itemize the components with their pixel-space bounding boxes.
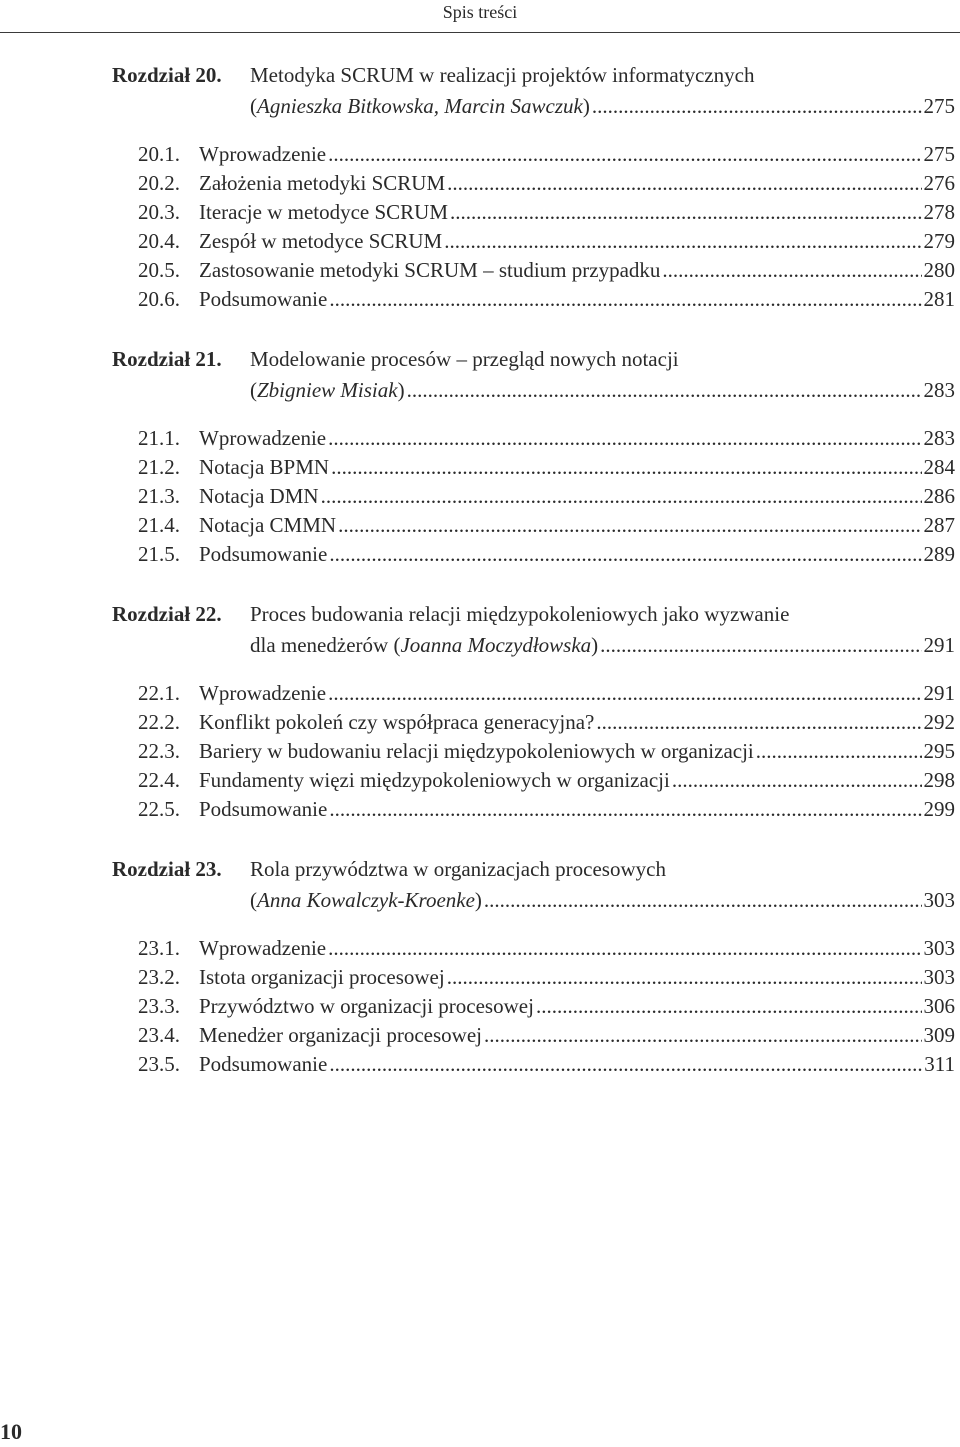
section-number: 22.3. [138, 739, 180, 763]
toc-section-entry [112, 679, 955, 708]
section-title: Podsumowanie [199, 287, 328, 311]
dot-leader [329, 795, 921, 824]
header-rule [0, 32, 960, 33]
dot-leader [484, 885, 922, 916]
section-number: 20.6. [138, 287, 180, 311]
chapter-title-continuation: dla menedżerów [250, 633, 394, 657]
section-number: 21.3. [138, 484, 180, 508]
section-number: 22.2. [138, 710, 180, 734]
toc-section-entry [112, 256, 955, 285]
toc-section-entry [112, 482, 955, 511]
section-title: Założenia metodyki SCRUM [199, 171, 446, 195]
dot-leader [450, 198, 921, 227]
section-title: Podsumowanie [199, 797, 328, 821]
dot-leader [329, 1050, 922, 1079]
dot-leader [536, 992, 922, 1021]
toc-chapter [112, 599, 955, 824]
toc-section-entry [112, 140, 955, 169]
section-page-number: 292 [923, 710, 955, 734]
section-page-number: 295 [923, 739, 955, 763]
dot-leader [662, 256, 921, 285]
dot-leader [672, 766, 922, 795]
section-title: Przywództwo w organizacji procesowej [199, 994, 534, 1018]
section-title: Bariery w budowaniu relacji międzypokoleniowych w organizacji [199, 739, 754, 763]
section-title: Fundamenty więzi międzypokoleniowych w organizacji [199, 768, 670, 792]
toc-section-entry [112, 708, 955, 737]
section-page-number: 298 [923, 768, 955, 792]
chapter-title: Metodyka SCRUM w realizacji projektów informatycznych [250, 63, 755, 87]
chapter-author: Joanna Moczydłowska [400, 633, 592, 657]
section-page-number: 299 [923, 797, 955, 821]
chapter-page-number: 291 [923, 633, 955, 657]
chapter-heading-line [112, 344, 955, 375]
section-title: Notacja BPMN [199, 455, 330, 479]
chapter-label: Rozdział 21. [112, 347, 222, 371]
chapter-author: Zbigniew Misiak [257, 378, 398, 402]
section-number: 20.3. [138, 200, 180, 224]
chapter-heading-line [112, 854, 955, 885]
section-page-number: 275 [923, 142, 955, 166]
section-number: 20.1. [138, 142, 180, 166]
section-list [112, 140, 955, 314]
section-list [112, 424, 955, 569]
section-number: 22.4. [138, 768, 180, 792]
section-number: 21.4. [138, 513, 180, 537]
dot-leader [600, 630, 921, 661]
chapter-author: Agnieszka Bitkowska, Marcin Sawczuk [257, 94, 583, 118]
section-title: Podsumowanie [199, 1052, 328, 1076]
section-list [112, 934, 955, 1079]
chapter-title: Modelowanie procesów – przegląd nowych notacji [250, 347, 679, 371]
section-number: 22.1. [138, 681, 180, 705]
dot-leader [328, 424, 921, 453]
dot-leader [447, 963, 922, 992]
section-title: Konflikt pokoleń czy współpraca generacyjna? [199, 710, 595, 734]
running-header-title: Spis treści [442, 2, 518, 22]
section-title: Wprowadzenie [199, 936, 327, 960]
section-page-number: 291 [923, 681, 955, 705]
chapter-heading-line [112, 599, 955, 630]
section-page-number: 278 [923, 200, 955, 224]
chapter-author-block: dla menedżerów (Joanna Moczydłowska) [250, 633, 599, 657]
chapter-page-number: 303 [923, 888, 955, 912]
section-page-number: 286 [923, 484, 955, 508]
section-page-number: 303 [923, 965, 955, 989]
toc-section-entry [112, 963, 955, 992]
section-title: Notacja CMMN [199, 513, 337, 537]
toc-section-entry [112, 540, 955, 569]
chapter-author-block: (Zbigniew Misiak) [250, 378, 405, 402]
section-list [112, 679, 955, 824]
section-page-number: 280 [923, 258, 955, 282]
chapter-author-line [112, 91, 955, 122]
section-title: Wprowadzenie [199, 681, 327, 705]
toc-section-entry [112, 766, 955, 795]
chapter-author-line [112, 885, 955, 916]
toc-section-entry [112, 227, 955, 256]
toc-section-entry [112, 453, 955, 482]
toc-section-entry [112, 198, 955, 227]
section-title: Notacja DMN [199, 484, 319, 508]
section-number: 23.2. [138, 965, 180, 989]
toc-section-entry [112, 1021, 955, 1050]
dot-leader [329, 285, 921, 314]
section-number: 20.2. [138, 171, 180, 195]
table-of-contents [112, 60, 955, 1109]
toc-section-entry [112, 934, 955, 963]
section-page-number: 279 [923, 229, 955, 253]
toc-section-entry [112, 511, 955, 540]
dot-leader [407, 375, 922, 406]
chapter-heading-line [112, 60, 955, 91]
section-number: 23.5. [138, 1052, 180, 1076]
toc-section-entry [112, 992, 955, 1021]
toc-section-entry [112, 737, 955, 766]
chapter-page-number: 283 [923, 378, 955, 402]
toc-section-entry [112, 424, 955, 453]
chapter-label: Rozdział 23. [112, 857, 222, 881]
dot-leader [756, 737, 922, 766]
section-page-number: 283 [923, 426, 955, 450]
dot-leader [328, 934, 921, 963]
dot-leader [329, 540, 921, 569]
section-title: Zastosowanie metodyki SCRUM – studium przypadku [199, 258, 661, 282]
chapter-author-line [112, 630, 955, 661]
chapter-title: Rola przywództwa w organizacjach procesowych [250, 857, 666, 881]
section-number: 21.1. [138, 426, 180, 450]
toc-chapter [112, 344, 955, 569]
section-title: Zespół w metodyce SCRUM [199, 229, 443, 253]
toc-section-entry [112, 285, 955, 314]
section-number: 23.4. [138, 1023, 180, 1047]
dot-leader [328, 679, 921, 708]
dot-leader [444, 227, 921, 256]
dot-leader [338, 511, 921, 540]
chapter-author: Anna Kowalczyk-Kroenke [257, 888, 475, 912]
section-page-number: 303 [923, 936, 955, 960]
chapter-author-line [112, 375, 955, 406]
section-number: 23.3. [138, 994, 180, 1018]
chapter-title: Proces budowania relacji międzypokoleniowych jako wyzwanie [250, 602, 790, 626]
section-number: 23.1. [138, 936, 180, 960]
dot-leader [447, 169, 921, 198]
section-number: 21.2. [138, 455, 180, 479]
dot-leader [328, 140, 921, 169]
section-page-number: 306 [923, 994, 955, 1018]
toc-section-entry [112, 795, 955, 824]
chapter-author-block: (Agnieszka Bitkowska, Marcin Sawczuk) [250, 94, 590, 118]
toc-section-entry [112, 169, 955, 198]
section-page-number: 276 [923, 171, 955, 195]
toc-chapter [112, 854, 955, 1079]
section-number: 20.5. [138, 258, 180, 282]
toc-chapter [112, 60, 955, 314]
section-title: Menedżer organizacji procesowej [199, 1023, 482, 1047]
section-page-number: 284 [923, 455, 955, 479]
page-number: 10 [0, 1419, 22, 1444]
section-page-number: 281 [923, 287, 955, 311]
dot-leader [484, 1021, 922, 1050]
section-number: 21.5. [138, 542, 180, 566]
section-number: 20.4. [138, 229, 180, 253]
toc-section-entry [112, 1050, 955, 1079]
section-title: Istota organizacji procesowej [199, 965, 445, 989]
running-header [0, 0, 960, 23]
dot-leader [596, 708, 921, 737]
section-number: 22.5. [138, 797, 180, 821]
section-page-number: 287 [923, 513, 955, 537]
dot-leader [331, 453, 921, 482]
section-title: Wprowadzenie [199, 426, 327, 450]
dot-leader [321, 482, 922, 511]
chapter-label: Rozdział 20. [112, 63, 222, 87]
dot-leader [592, 91, 922, 122]
chapter-author-block: (Anna Kowalczyk-Kroenke) [250, 888, 482, 912]
section-page-number: 289 [923, 542, 955, 566]
section-title: Wprowadzenie [199, 142, 327, 166]
section-title: Podsumowanie [199, 542, 328, 566]
chapter-label: Rozdział 22. [112, 602, 222, 626]
section-page-number: 311 [924, 1052, 955, 1076]
chapter-page-number: 275 [923, 94, 955, 118]
section-page-number: 309 [923, 1023, 955, 1047]
section-title: Iteracje w metodyce SCRUM [199, 200, 449, 224]
